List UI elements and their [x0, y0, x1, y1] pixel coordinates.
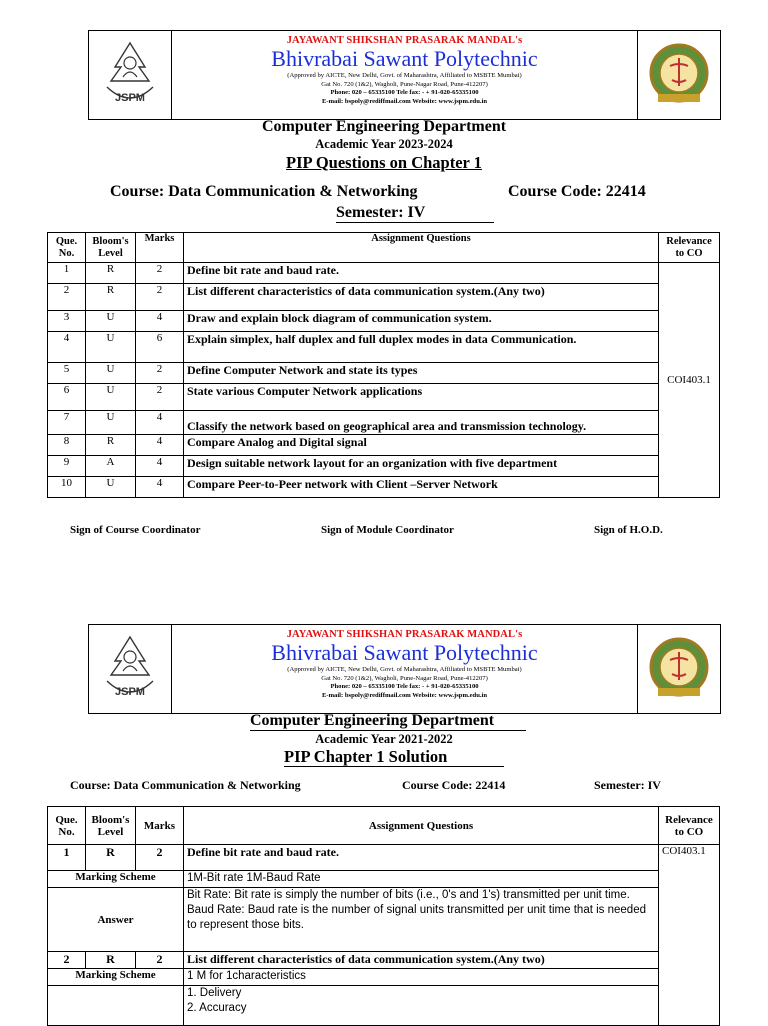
marks: 4 [136, 435, 184, 456]
answer-baud-rate: Baud Rate: Baud rate is the number of signal units transmitted per unit time that is needed to represent those bits. [187, 904, 646, 931]
col-que-no: Que. No. [48, 807, 86, 845]
jspm-logo [89, 31, 172, 119]
col-blooms-level: Bloom's Level [86, 807, 136, 845]
marks: 2 [136, 845, 184, 871]
department-title: Computer Engineering Department [261, 118, 507, 135]
table-row [48, 363, 720, 384]
table-row [48, 332, 720, 363]
questions-table [47, 232, 720, 498]
bloom-level: R [86, 284, 136, 311]
col-assignment-questions: Assignment Questions [184, 233, 659, 263]
marks: 2 [136, 363, 184, 384]
department-title-2 [250, 712, 526, 731]
course-name-2: Course: Data Communication & Networking [70, 778, 301, 792]
address-line: Gat No. 720 (1&2), Wagholi, Pune-Nagar Road, Pune-412207) [321, 674, 488, 682]
answer-row [48, 888, 720, 952]
approval-line: (Approved by AICTE, New Delhi, Govt. of Maharashtra, Affiliated to MSBTE Mumbai) [287, 72, 522, 79]
marks: 4 [136, 411, 184, 435]
bloom-level: U [86, 311, 136, 332]
semester [336, 204, 494, 223]
academic-year-2: Academic Year 2021-2022 [315, 732, 453, 746]
marking-row [48, 969, 720, 986]
co-code: COI403.1 [662, 845, 706, 857]
bloom-level: U [86, 363, 136, 384]
col-relevance-co: Relevance to CO [659, 807, 720, 845]
relevance-co [659, 263, 720, 498]
table-row [48, 311, 720, 332]
answer-bit-rate: Bit Rate: Bit rate is simply the number of bits (i.e., 0's and 1's) transmitted per unit time. [187, 889, 630, 901]
que-no: 5 [48, 363, 86, 384]
marks: 2 [136, 263, 184, 284]
letterhead-2 [88, 624, 721, 714]
answer-item: 2. Accuracy [187, 1002, 247, 1014]
marking-row [48, 871, 720, 888]
college-name: Bhivrabai Sawant Polytechnic [271, 640, 538, 665]
que-no: 6 [48, 384, 86, 411]
relevance-co [659, 845, 720, 1026]
marks: 4 [136, 456, 184, 477]
bloom-level: R [86, 845, 136, 871]
col-marks: Marks [136, 233, 184, 263]
letterhead-1 [88, 30, 721, 120]
semester-2: Semester: IV [594, 778, 661, 792]
jspm-logo [89, 625, 172, 713]
course-code: Course Code: 22414 [508, 183, 646, 200]
que-no: 7 [48, 411, 86, 435]
question-text: Explain simplex, half duplex and full duplex modes in data Communication. [184, 332, 659, 363]
question-text: State various Computer Network applications [184, 384, 659, 411]
marking-scheme-text: 1 M for 1characteristics [184, 969, 659, 986]
college-emblem [637, 625, 720, 713]
bloom-level: U [86, 332, 136, 363]
table-header-row [48, 233, 720, 263]
answer-text [184, 986, 659, 1026]
bloom-level: U [86, 477, 136, 498]
que-no: 3 [48, 311, 86, 332]
table-row [48, 384, 720, 411]
logo-text: JSPM [115, 686, 145, 698]
pip-heading-2 [284, 748, 504, 767]
question-text: Define bit rate and baud rate. [184, 263, 659, 284]
course-code-2: Course Code: 22414 [402, 778, 506, 792]
bloom-level: U [86, 384, 136, 411]
table-row [48, 435, 720, 456]
marks: 4 [136, 311, 184, 332]
sign-hod: Sign of H.O.D. [594, 524, 663, 536]
college-name: Bhivrabai Sawant Polytechnic [271, 46, 538, 71]
que-no: 8 [48, 435, 86, 456]
answer-item: 1. Delivery [187, 987, 242, 999]
course-name: Course: Data Communication & Networking [110, 183, 418, 200]
que-no: 4 [48, 332, 86, 363]
trust-name: JAYAWANT SHIKSHAN PRASARAK MANDAL's [286, 35, 523, 46]
address-line: Gat No. 720 (1&2), Wagholi, Pune-Nagar Road, Pune-412207) [321, 80, 488, 88]
marks: 4 [136, 477, 184, 498]
bloom-level: A [86, 456, 136, 477]
table-row [48, 845, 720, 871]
que-no: 2 [48, 952, 86, 969]
table-row [48, 284, 720, 311]
academic-year: Academic Year 2023-2024 [315, 137, 453, 151]
col-assignment-questions: Assignment Questions [184, 807, 659, 845]
department-text: Computer Engineering Department [250, 712, 495, 729]
table-row [48, 456, 720, 477]
bloom-level: R [86, 263, 136, 284]
col-marks: Marks [136, 807, 184, 845]
pip-text: PIP Chapter 1 Solution [284, 747, 448, 766]
bloom-level: U [86, 411, 136, 435]
semester-label: Semester: IV [336, 204, 426, 221]
marks: 6 [136, 332, 184, 363]
bloom-level: R [86, 435, 136, 456]
que-no: 1 [48, 845, 86, 871]
que-no: 1 [48, 263, 86, 284]
pip-heading: PIP Questions on Chapter 1 [286, 153, 482, 172]
question-text: Compare Peer-to-Peer network with Client –Server Network [184, 477, 659, 498]
question-text: Define Computer Network and state its types [184, 363, 659, 384]
marks: 2 [136, 952, 184, 969]
sign-course-coordinator: Sign of Course Coordinator [70, 524, 201, 536]
email-line: E-mail: bspoly@rediffmail.com Website: www.jspm.edu.in [321, 97, 488, 105]
question-text: Classify the network based on geographical area and transmission technology. [184, 411, 659, 435]
marking-scheme-text: 1M-Bit rate 1M-Baud Rate [184, 871, 659, 888]
answer-row [48, 986, 720, 1026]
question-text: Compare Analog and Digital signal [184, 435, 659, 456]
table-row [48, 411, 720, 435]
phone-line: Phone: 020 – 65335100 Tele fax: - + 91-020-65335100 [330, 683, 479, 691]
answer-label-cell [48, 986, 184, 1026]
sign-module-coordinator: Sign of Module Coordinator [321, 524, 454, 536]
table-header-row [48, 807, 720, 845]
logo-text: JSPM [115, 92, 145, 104]
question-text: List different characteristics of data communication system.(Any two) [184, 952, 659, 969]
marks: 2 [136, 284, 184, 311]
col-relevance-co: Relevance to CO [659, 233, 720, 263]
bloom-level: R [86, 952, 136, 969]
col-que-no: Que. No. [48, 233, 86, 263]
table-row [48, 477, 720, 498]
que-no: 9 [48, 456, 86, 477]
table-row [48, 952, 720, 969]
co-code: COI403.1 [667, 374, 711, 386]
question-text: List different characteristics of data communication system.(Any two) [184, 284, 659, 311]
answer-label: Answer [48, 888, 184, 952]
solution-table [47, 806, 720, 1026]
col-blooms-level: Bloom's Level [86, 233, 136, 263]
table-row [48, 263, 720, 284]
que-no: 10 [48, 477, 86, 498]
answer-text [184, 888, 659, 952]
question-text: Draw and explain block diagram of communication system. [184, 311, 659, 332]
marking-scheme-label: Marking Scheme [48, 969, 184, 986]
marking-scheme-label: Marking Scheme [48, 871, 184, 888]
phone-line: Phone: 020 – 65335100 Tele fax: - + 91-020-65335100 [330, 89, 479, 97]
marks: 2 [136, 384, 184, 411]
email-line: E-mail: bspoly@rediffmail.com Website: www.jspm.edu.in [321, 691, 488, 699]
que-no: 2 [48, 284, 86, 311]
college-emblem [637, 31, 720, 119]
question-text: Design suitable network layout for an organization with five department [184, 456, 659, 477]
trust-name: JAYAWANT SHIKSHAN PRASARAK MANDAL's [286, 629, 523, 640]
approval-line: (Approved by AICTE, New Delhi, Govt. of Maharashtra, Affiliated to MSBTE Mumbai) [287, 666, 522, 673]
question-text: Define bit rate and baud rate. [184, 845, 659, 871]
